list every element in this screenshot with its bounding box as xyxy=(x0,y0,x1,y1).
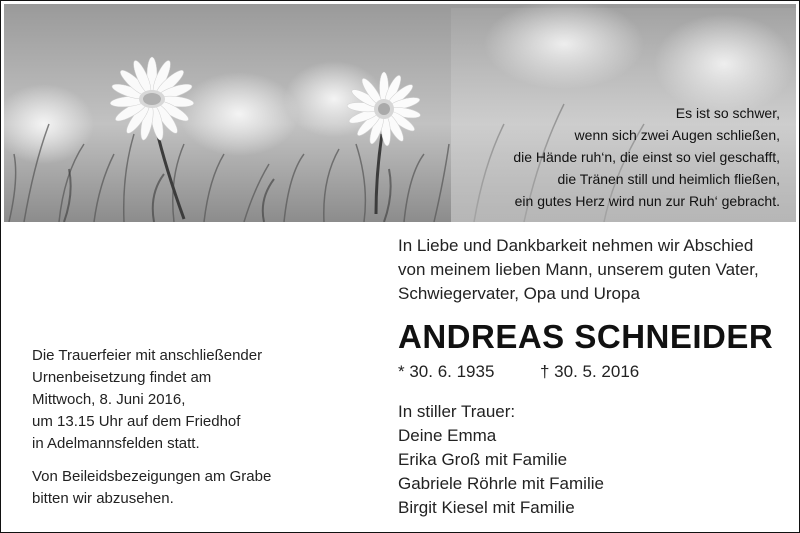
daisy-photo xyxy=(4,4,796,222)
funeral-line: Urnenbeisetzung findet am xyxy=(32,369,212,386)
funeral-line: Mittwoch, 8. Juni 2016, xyxy=(32,391,186,408)
mourner-name: Birgit Kiesel mit Familie xyxy=(398,498,575,517)
life-dates xyxy=(398,362,639,382)
funeral-notice xyxy=(32,345,262,455)
poem-line: die Hände ruh‘n, die einst so viel geschafft, xyxy=(513,149,780,165)
condolence-line: bitten wir abzusehen. xyxy=(32,490,174,507)
poem-line: Es ist so schwer, xyxy=(675,105,780,121)
funeral-line: in Adelmannsfelden statt. xyxy=(32,435,200,452)
deceased-name: ANDREAS SCHNEIDER xyxy=(398,318,774,355)
intro-line: In Liebe und Dankbarkeit nehmen wir Abschied xyxy=(398,236,754,255)
mourners-heading: In stiller Trauer: xyxy=(398,402,516,421)
mourner-name: Erika Groß mit Familie xyxy=(398,450,568,469)
birth-date: * 30. 6. 1935 xyxy=(398,362,495,381)
mourner-name: Gabriele Röhrle mit Familie xyxy=(398,474,604,493)
death-date: † 30. 5. 2016 xyxy=(540,362,640,381)
poem-line: wenn sich zwei Augen schließen, xyxy=(574,127,780,143)
poem-panel xyxy=(451,8,796,222)
intro-line: Schwiegervater, Opa und Uropa xyxy=(398,284,640,303)
funeral-line: Die Trauerfeier mit anschließender xyxy=(32,347,263,364)
condolence-notice xyxy=(32,466,271,510)
mourners-list xyxy=(398,400,604,520)
condolence-line: Von Beileidsbezeigungen am Grabe xyxy=(32,468,272,485)
mourner-name: Deine Emma xyxy=(398,426,497,445)
poem-line: ein gutes Herz wird nun zur Ruh‘ gebracht. xyxy=(514,193,780,209)
farewell-intro xyxy=(398,234,793,306)
funeral-line: um 13.15 Uhr auf dem Friedhof xyxy=(32,413,241,430)
poem-line: die Tränen still und heimlich fließen, xyxy=(557,171,780,187)
intro-line: von meinem lieben Mann, unserem guten Vater, xyxy=(398,260,759,279)
